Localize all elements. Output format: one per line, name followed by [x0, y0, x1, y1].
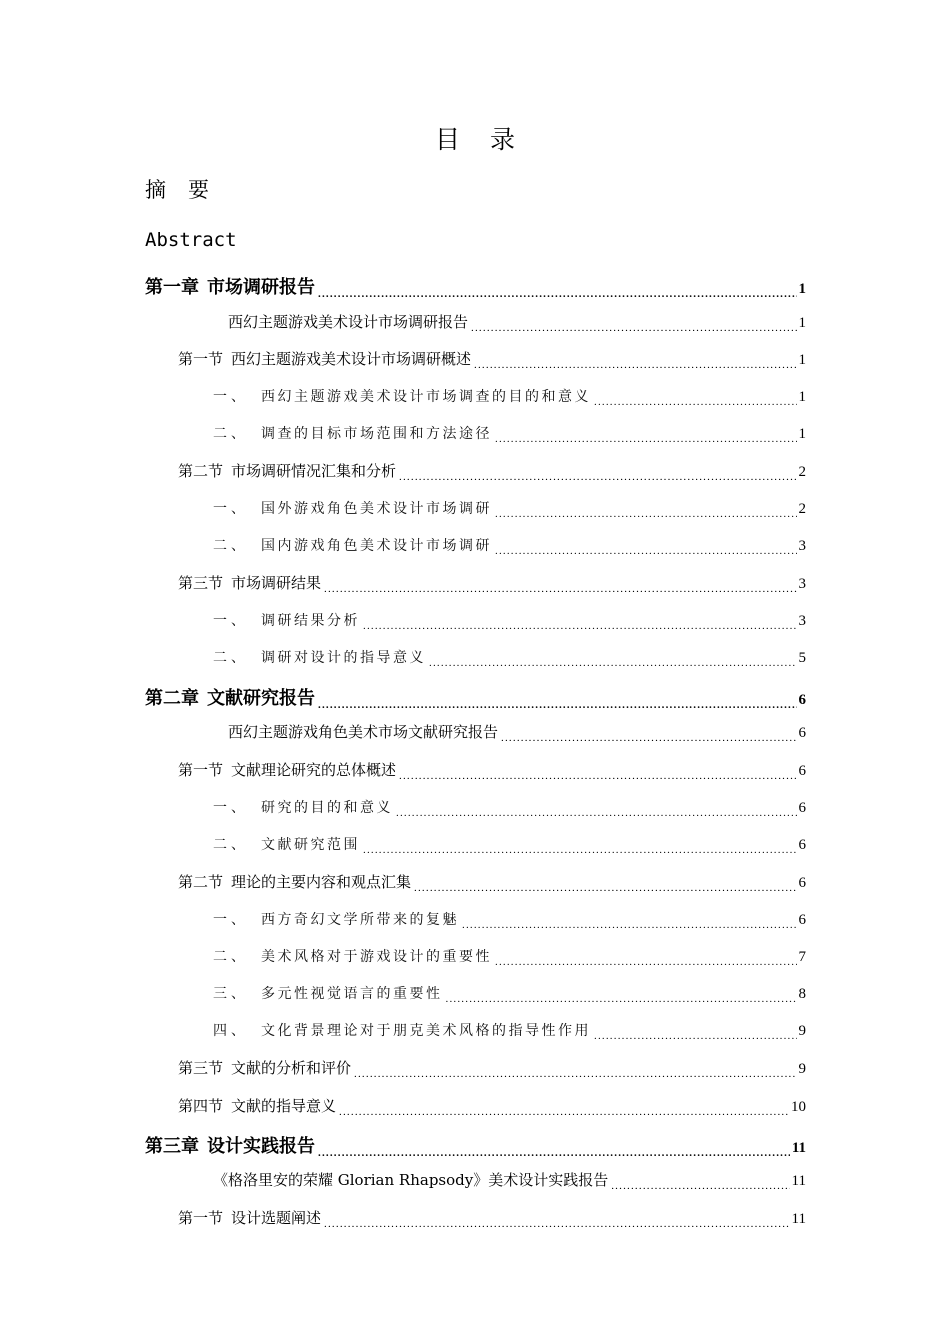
page-number: 3 [798, 613, 806, 629]
entry-label: 第一节 文献理论研究的总体概述 [178, 761, 397, 779]
dot-leader [471, 319, 796, 334]
entry-label: 二、 调查的目标市场范围和方法途径 [213, 426, 492, 442]
page-number: 9 [798, 1061, 806, 1077]
entry-label: 第四节 文献的指导意义 [178, 1097, 337, 1115]
page-number: 1 [798, 389, 806, 405]
toc-entry-section[interactable] [178, 460, 806, 483]
toc-entry-item[interactable] [213, 610, 806, 631]
toc-title [0, 124, 950, 156]
toc-entry-subtitle[interactable] [228, 311, 806, 334]
dot-leader [324, 1215, 790, 1230]
entry-label: 一、 西幻主题游戏美术设计市场调查的目的和意义 [213, 389, 591, 405]
toc-title-char-2: 录 [490, 125, 516, 154]
dot-leader [495, 505, 797, 519]
toc-entry-subtitle[interactable] [213, 1169, 806, 1192]
dot-leader [501, 729, 796, 744]
entry-label: 二、 国内游戏角色美术设计市场调研 [213, 538, 492, 554]
toc-entry-section[interactable] [178, 1095, 806, 1118]
page-number: 5 [798, 650, 806, 666]
dot-leader [446, 990, 797, 1004]
page-number: 6 [798, 875, 806, 891]
dot-leader [318, 285, 797, 303]
toc-entry-item[interactable] [213, 647, 806, 668]
page-number: 7 [798, 949, 806, 965]
dot-leader [414, 879, 796, 894]
toc-entry-chapter[interactable] [145, 684, 806, 714]
toc-entry-abstract-en[interactable] [145, 226, 237, 254]
entry-label: 一、 国外游戏角色美术设计市场调研 [213, 501, 492, 517]
page-number: 6 [798, 725, 806, 741]
entry-label: 西幻主题游戏美术设计市场调研报告 [228, 313, 469, 331]
page-number: 1 [798, 352, 806, 368]
toc-entry-item[interactable] [213, 834, 806, 855]
toc-entry-subtitle[interactable] [228, 721, 806, 744]
page-number: 1 [798, 426, 806, 442]
dot-leader [495, 542, 797, 556]
dot-leader [318, 696, 797, 714]
page-number: 11 [791, 1211, 806, 1227]
entry-label: 三、 多元性视觉语言的重要性 [213, 986, 443, 1002]
entry-label: 第二节 理论的主要内容和观点汇集 [178, 873, 412, 891]
dot-leader [363, 841, 797, 855]
dot-leader [399, 767, 796, 782]
toc-entry-item[interactable] [213, 983, 806, 1004]
dot-leader [594, 393, 797, 407]
page-number: 9 [798, 1023, 806, 1039]
toc-entry-item[interactable] [213, 535, 806, 556]
dot-leader [354, 1065, 796, 1080]
page-number: 1 [798, 281, 806, 297]
toc-entry-item[interactable] [213, 797, 806, 818]
toc-entry-section[interactable] [178, 348, 806, 371]
page-number: 3 [798, 576, 806, 592]
page-number: 6 [798, 692, 806, 708]
dot-leader [495, 953, 797, 967]
dot-leader [462, 916, 797, 930]
toc-entry-item[interactable] [213, 386, 806, 407]
toc-title-char-1: 目 [434, 125, 460, 154]
entry-label: 一、 调研结果分析 [213, 613, 360, 629]
toc-entry-abstract-cn[interactable] [145, 176, 209, 204]
dot-leader [396, 804, 797, 818]
page-number: 1 [798, 315, 806, 331]
toc-entry-item[interactable] [213, 423, 806, 444]
dot-leader [318, 1144, 790, 1162]
page-number: 6 [798, 763, 806, 779]
toc-entry-section[interactable] [178, 759, 806, 782]
dot-leader [594, 1027, 797, 1041]
dot-leader [611, 1177, 789, 1192]
entry-label: 第三节 文献的分析和评价 [178, 1059, 352, 1077]
toc-entry-chapter[interactable] [145, 1132, 806, 1162]
page-number: 2 [798, 501, 806, 517]
toc-entry-item[interactable] [213, 946, 806, 967]
page-number: 11 [791, 1173, 806, 1189]
entry-label: 《格洛里安的荣耀 Glorian Rhapsody》美术设计实践报告 [213, 1171, 609, 1189]
entry-label: 二、 文献研究范围 [213, 837, 360, 853]
abstract-cn-char-2: 要 [188, 178, 209, 202]
page-number: 6 [798, 912, 806, 928]
dot-leader [324, 580, 796, 595]
page-number: 8 [798, 986, 806, 1002]
entry-label: 第三节 市场调研结果 [178, 574, 322, 592]
entry-label: 四、 文化背景理论对于朋克美术风格的指导性作用 [213, 1023, 591, 1039]
dot-leader [495, 430, 797, 444]
entry-label: 二、 调研对设计的指导意义 [213, 650, 426, 666]
entry-label: 一、 西方奇幻文学所带来的复魅 [213, 912, 459, 928]
page-number: 11 [791, 1140, 806, 1156]
abstract-en-label: Abstract [145, 229, 237, 251]
toc-entry-section[interactable] [178, 572, 806, 595]
dot-leader [429, 654, 797, 668]
page-number: 6 [798, 800, 806, 816]
dot-leader [339, 1103, 789, 1118]
entry-label: 第三章 设计实践报告 [145, 1136, 315, 1157]
dot-leader [399, 468, 796, 483]
entry-label: 西幻主题游戏角色美术市场文献研究报告 [228, 723, 499, 741]
toc-entry-section[interactable] [178, 1057, 806, 1080]
page-number: 6 [798, 837, 806, 853]
entry-label: 第二章 文献研究报告 [145, 688, 315, 709]
entry-label: 第一节 西幻主题游戏美术设计市场调研概述 [178, 350, 472, 368]
toc-entry-item[interactable] [213, 909, 806, 930]
page-number: 3 [798, 538, 806, 554]
toc-entry-section[interactable] [178, 1207, 806, 1230]
toc-entry-item[interactable] [213, 1020, 806, 1041]
entry-label: 一、 研究的目的和意义 [213, 800, 393, 816]
entry-label: 第一章 市场调研报告 [145, 277, 315, 298]
page-number: 2 [798, 464, 806, 480]
entry-label: 第二节 市场调研情况汇集和分析 [178, 462, 397, 480]
entry-label: 二、 美术风格对于游戏设计的重要性 [213, 949, 492, 965]
toc-entry-item[interactable] [213, 498, 806, 519]
abstract-cn-char-1: 摘 [145, 178, 166, 202]
page-number: 10 [791, 1099, 806, 1115]
dot-leader [474, 356, 796, 371]
entry-label: 第一节 设计选题阐述 [178, 1209, 322, 1227]
dot-leader [363, 617, 797, 631]
toc-entry-section[interactable] [178, 871, 806, 894]
toc-entry-chapter[interactable] [145, 273, 806, 303]
